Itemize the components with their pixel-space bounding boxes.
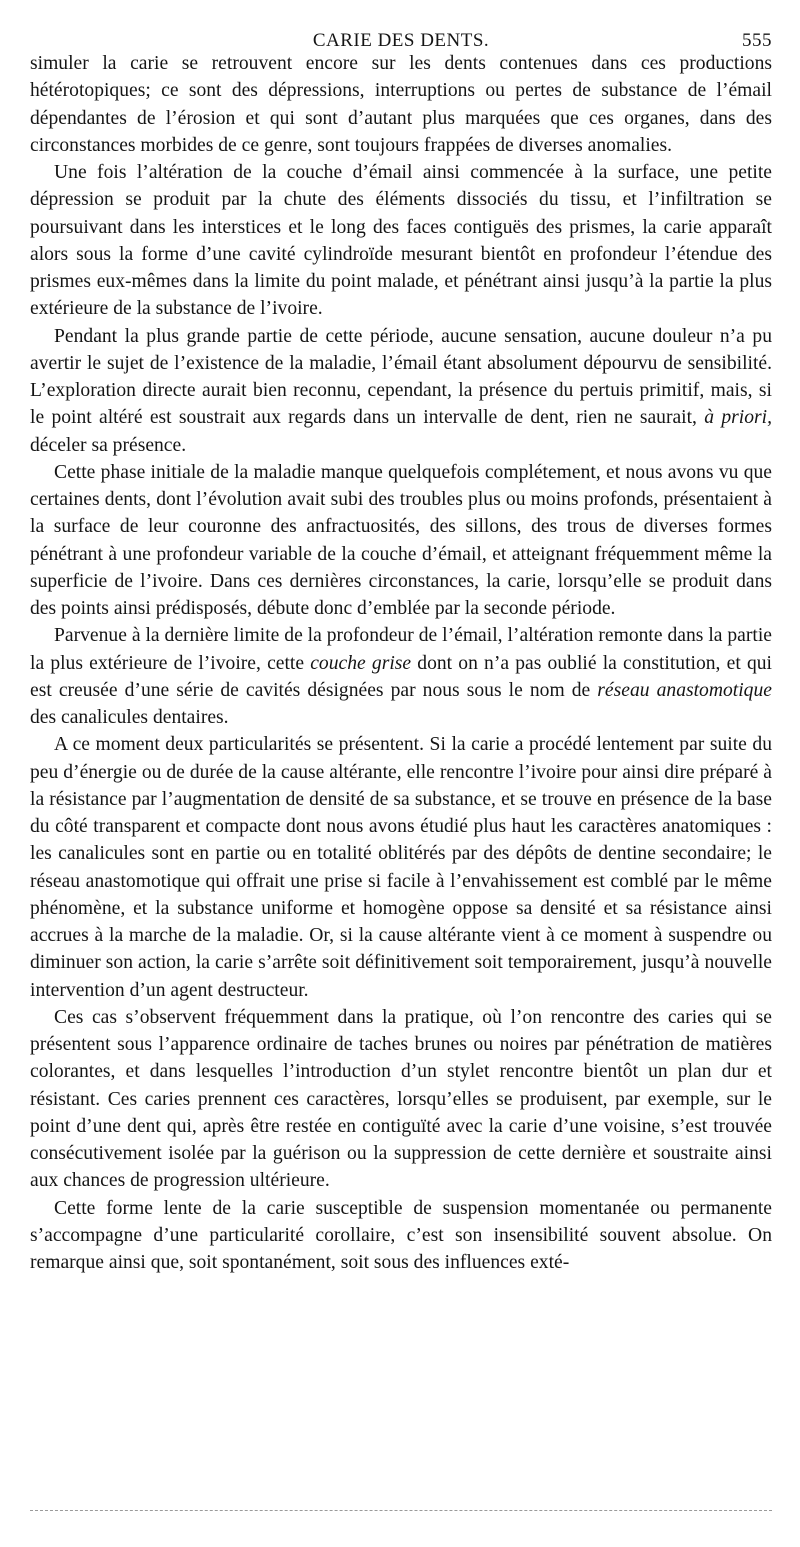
italic-term: couche grise — [310, 652, 412, 674]
paragraph — [30, 622, 772, 731]
text-run: des canalicules dentaires. — [30, 707, 229, 728]
text-run: Cette phase initiale de la maladie manque quelquefois complétement, et nous avons vu que certaines dents, dont l’évolution avait subi des troubles plus ou moins profonds, présentaient à la surface de leur couronne des anfractuosités, des sillons, des trous de diverses formes pénétrant à une profondeur variable de la couche d’émail, et atteignant fréquemment même la superficie de l’ivoire. Dans ces dernières circonstances, la carie, lorsqu’elle se produit dans des points ainsi prédisposés, débute donc d’emblée par la seconde période. — [30, 461, 772, 619]
text-run: Ces cas s’observent fréquemment dans la pratique, où l’on rencontre des caries qui se présentent sous l’apparence ordinaire de taches brunes ou noires par pénétration de matières colorantes, et dans lesquelles l’introduction d’un stylet rencontre bientôt un plan dur et résistant. Ces caries prennent ces caractères, lorsqu’elles se produisent, par exemple, sur le point d’une dent qui, après être restée en contiguïté avec la carie d’une voisine, s’est trouvée consécutivement isolée par la guérison ou la suppression de cette dernière et soustraite ainsi aux chances de progression ultérieure. — [30, 1006, 772, 1192]
paragraph — [30, 731, 772, 1004]
text-run: Cette forme lente de la carie susceptible de suspension momentanée ou permanente s’accompagne d’une particularité corollaire, c’est son insensibilité souvent absolue. On remarque ainsi que, soit spontanément, soit sous des influences exté- — [30, 1197, 772, 1273]
paragraph — [30, 323, 772, 459]
text-run: Une fois l’altération de la couche d’émail ainsi commencée à la surface, une petite dépression se produit par la chute des éléments dissociés du tissu, et l’infiltration se poursuivant dans les interstices et le long des faces contiguës des prismes, la carie apparaît alors sous la forme d’une cavité cylindroïde mesurant bientôt en profondeur l’étendue des prismes eux-mêmes dans la limite du point malade, et pénétrant ainsi jusqu’à la partie la plus extérieure de la substance de l’ivoire. — [30, 162, 772, 320]
paragraph — [30, 50, 772, 159]
text-run: Pendant la plus grande partie de cette période, aucune sensation, aucune douleur n’a pu avertir le sujet de l’existence de la maladie, l’émail étant absolument dépourvu de sensibilité. L’exploration directe aurait bien reconnu, cependant, la présence du pertuis primitif, mais, si le point altéré est soustrait aux regards dans un intervalle de dent, rien ne saurait, — [30, 325, 772, 429]
book-page — [30, 18, 772, 1276]
text-run: dont on n’a pas oublié la constitution, et qui est creusée d’une série de cavités désignées par nous sous le nom de — [30, 652, 772, 701]
text-run: déceler sa présence. — [30, 434, 187, 456]
text-run: simuler la carie se retrouvent encore sur les dents contenues dans ces productions hétérotopiques; ce sont des dépressions, interruptions ou pertes de substance de l’émail dépendantes de l’érosion et qui sont d’autant plus marquées que ces organes, dans des circonstances morbides de ce genre, sont toujours frappées de diverses anomalies. — [30, 53, 772, 156]
footer-rule — [30, 1510, 772, 1511]
body-text — [30, 50, 772, 1276]
italic-term: réseau anastomotique — [597, 679, 772, 701]
italic-term: à priori, — [704, 407, 772, 429]
paragraph — [30, 1004, 772, 1195]
paragraph — [30, 159, 772, 323]
paragraph — [30, 1195, 772, 1277]
running-title: CARIE DES DENTS. — [312, 30, 490, 51]
paragraph — [30, 459, 772, 623]
page-number: 555 — [742, 30, 772, 51]
text-run: A ce moment deux particularités se présentent. Si la carie a procédé lentement par suite du peu d’énergie ou de durée de la cause altérante, elle rencontre l’ivoire pour ainsi dire préparé à la résistance par l’augmentation de densité de sa substance, et se trouve en présence de la base du côté transparent et compacte dont nous avons étudié plus haut les caractères anatomiques : les canalicules sont en partie ou en totalité oblitérés par des dépôts de dentine secondaire; le réseau anastomotique qui offrait une prise si facile à l’envahissement est comblé par le même phénomène, et la substance uniforme et homogène oppose sa densité et sa résistance ainsi accrues à la marche de la maladie. Or, si la cause altérante vient à ce moment à suspendre ou diminuer son action, la carie s’arrête soit définitivement soit temporairement, jusqu’à nouvelle intervention d’un agent destructeur. — [30, 734, 772, 1001]
running-head — [30, 18, 772, 50]
text-run: Parvenue à la dernière limite de la profondeur de l’émail, l’altération remonte dans la partie la plus extérieure de l’ivoire, cette — [30, 625, 772, 674]
